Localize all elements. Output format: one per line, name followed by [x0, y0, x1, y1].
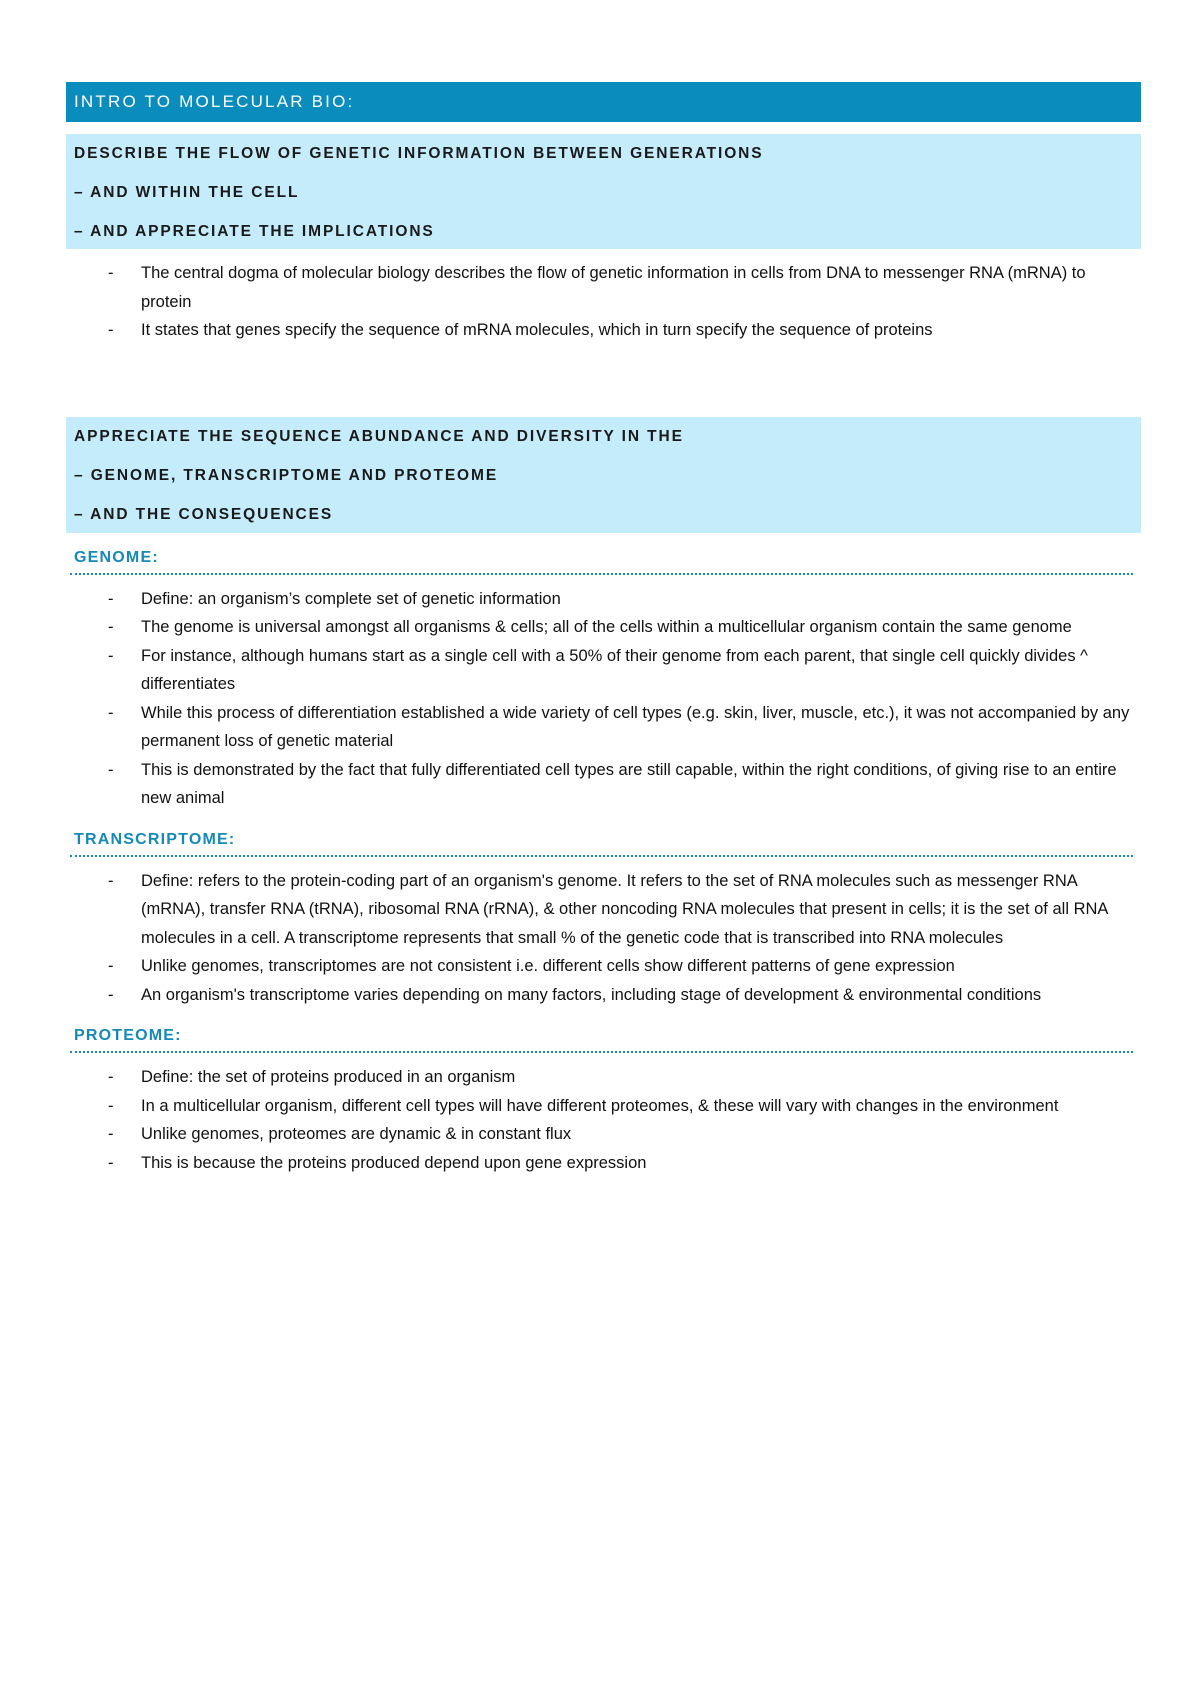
bullet-marker: -: [108, 618, 114, 636]
bullet-text: Define: the set of proteins produced in an organism: [141, 1068, 516, 1086]
section-divider: [70, 1051, 1133, 1053]
section-divider: [70, 855, 1133, 857]
list-item: [66, 699, 1141, 756]
proteome-heading: PROTEOME:: [74, 1027, 182, 1044]
transcriptome-heading: TRANSCRIPTOME:: [74, 830, 236, 848]
section-divider: [70, 573, 1133, 575]
bullet-text: It states that genes specify the sequence of mRNA molecules, which in turn specify the sequence of proteins: [141, 321, 933, 339]
bullet-text: The genome is universal amongst all organisms & cells; all of the cells within a multicellular organism contain the same genome: [141, 618, 1072, 636]
bullet-text: For instance, although humans start as a single cell with a 50% of their genome from each parent, that single cell quickly divides ^ differentiates: [141, 646, 1088, 693]
question-line: – GENOME, TRANSCRIPTOME AND PROTEOME: [74, 466, 499, 484]
question-line: – AND THE CONSEQUENCES: [74, 505, 334, 523]
question-box-abundance: [66, 417, 1141, 533]
bullet-text: Define: an organism’s complete set of genetic information: [141, 589, 561, 608]
bullet-marker: -: [108, 957, 114, 975]
question-line: – AND APPRECIATE THE IMPLICATIONS: [74, 223, 435, 240]
list-item: [66, 1063, 1141, 1092]
proteome-bullet-list: [66, 1063, 1141, 1177]
list-item: [66, 316, 1141, 345]
bullet-text: Unlike genomes, transcriptomes are not consistent i.e. different cells show different patterns of gene expression: [141, 957, 955, 975]
bullet-marker: -: [108, 1125, 114, 1143]
title-bar: [66, 82, 1141, 122]
bullet-marker: -: [108, 760, 114, 779]
bullet-marker: -: [108, 321, 114, 339]
list-item: [66, 867, 1141, 953]
bullet-marker: -: [108, 1096, 114, 1115]
bullet-text: While this process of differentiation established a wide variety of cell types (e.g. skin, liver, muscle, etc.), it was not accompanied by any permanent loss of genetic material: [141, 703, 1130, 750]
page-title: INTRO TO MOLECULAR BIO:: [74, 92, 355, 111]
list-item: [66, 756, 1141, 813]
bullet-marker: -: [108, 646, 114, 665]
list-item: [66, 585, 1141, 614]
list-item: [66, 259, 1141, 316]
bullet-text: The central dogma of molecular biology describes the flow of genetic information in cells from DNA to messenger RNA (mRNA) to protein: [141, 264, 1086, 311]
bullet-marker: -: [108, 985, 114, 1004]
flow-bullet-list: [66, 259, 1141, 345]
bullet-text: This is demonstrated by the fact that fully differentiated cell types are still capable, within the right conditions, of giving rise to an entire new animal: [141, 760, 1117, 807]
list-item: [66, 981, 1141, 1010]
list-item: [66, 1149, 1141, 1178]
bullet-text: Unlike genomes, proteomes are dynamic & in constant flux: [141, 1125, 572, 1143]
bullet-text: In a multicellular organism, different cell types will have different proteomes, & these will vary with changes in the environment: [141, 1096, 1059, 1115]
list-item: [66, 642, 1141, 699]
list-item: [66, 613, 1141, 642]
transcriptome-bullet-list: [66, 867, 1141, 1010]
genome-heading: GENOME:: [74, 548, 159, 566]
bullet-marker: -: [108, 264, 114, 282]
question-line: APPRECIATE THE SEQUENCE ABUNDANCE AND DIVERSITY IN THE: [74, 427, 684, 445]
list-item: [66, 1120, 1141, 1149]
list-item: [66, 1092, 1141, 1121]
bullet-marker: -: [108, 1153, 114, 1172]
list-item: [66, 952, 1141, 981]
bullet-marker: -: [108, 1068, 114, 1086]
question-box-flow: [66, 134, 1141, 249]
genome-bullet-list: [66, 585, 1141, 813]
bullet-text: This is because the proteins produced depend upon gene expression: [141, 1153, 647, 1172]
bullet-marker: -: [108, 871, 114, 890]
bullet-marker: -: [108, 589, 114, 608]
bullet-text: Define: refers to the protein-coding part of an organism's genome. It refers to the set of RNA molecules such as messenger RNA (mRNA), transfer RNA (tRNA), ribosomal RNA (rRNA), & other noncoding RNA molecules that present in cells; it is the set of all RNA molecules in a cell. A transcriptome represents that small % of the genetic code that is transcribed into RNA molecules: [141, 871, 1108, 947]
bullet-marker: -: [108, 703, 114, 722]
bullet-text: An organism's transcriptome varies depending on many factors, including stage of development & environmental conditions: [141, 985, 1042, 1004]
document-page: [66, 82, 1141, 1177]
question-line: – AND WITHIN THE CELL: [74, 184, 300, 201]
question-line: DESCRIBE THE FLOW OF GENETIC INFORMATION BETWEEN GENERATIONS: [74, 145, 764, 162]
